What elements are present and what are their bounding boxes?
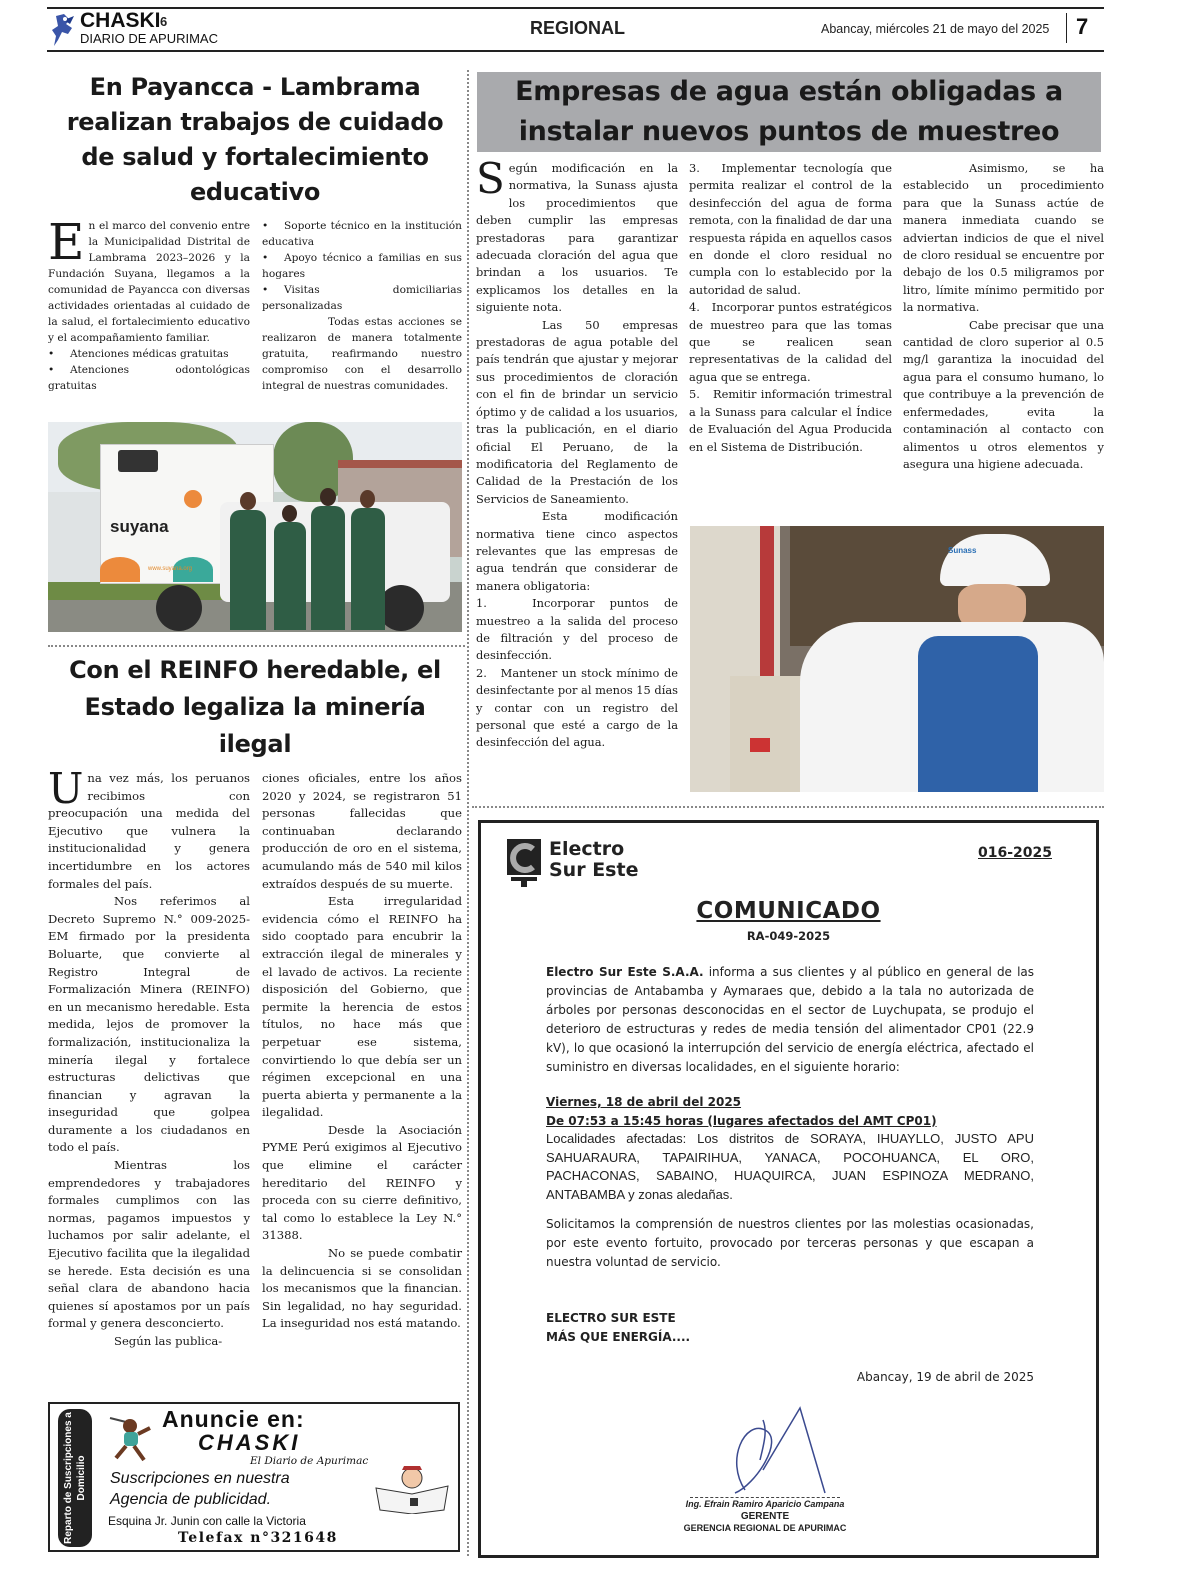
masthead-subtitle: DIARIO DE APURIMAC (80, 31, 218, 46)
signer-name: Ing. Efrain Ramiro Aparicio Campana (685, 1499, 845, 1509)
section-name: REGIONAL (530, 18, 626, 38)
bullet-item: • Soporte técnico en la institución educativa (262, 220, 462, 248)
numbered-item: 3. Implementar tecnología que permita realizar el control de la desinfección del agua de forma remota, con la finalidad de dar una respuesta rápida en aquellos casos en donde el cloro residual no cumpla con lo establecido por la autoridad de salud. (689, 161, 892, 297)
ad-line: Agencia de publicidad. (110, 1491, 272, 1508)
masthead-name: CHASKI (80, 9, 161, 32)
signature-line (690, 1497, 840, 1498)
comunicado-code: 016-2025 (978, 845, 1052, 861)
helmet-brand: Sunass (948, 546, 977, 555)
headline-payancca: En Payancca - Lambrama realizan trabajos de cuidado de salud y fortalecimiento educativo (66, 73, 444, 206)
paragraph: Nos referimos al Decreto Supremo N.° 009-2025-EM firmado por la presidenta Boluarte, que convierte al Registro Integral de Formalización Minera (REINFO) en un mecanismo heredable. Esta medida, lejos de promover la formalización, institucionaliza la minería ilegal y fortalece estructuras delictivas que financian y agravan la inseguridad que golpea duramente a los ciudadanos en todo el país. (48, 894, 250, 1155)
numbered-item: 5. Remitir información trimestral a la Sunass para calcular el Índice de Evaluación del Agua Producida en el Sistema de Distribución. (689, 387, 892, 454)
article-lead: n el marco del convenio entre la Municipalidad Distrital de Lambrama 2023–2026 y la Fundación Suyana, llegamos a la comunidad de Payancca con diversas actividades orientadas al cuidado de la salud, el fortalecimiento educativo y el acompañamiento familiar. (48, 220, 250, 344)
headline-reinfo: Con el REINFO heredable, el Estado legaliza la minería ilegal (69, 656, 441, 758)
headline-empresas (477, 72, 1101, 152)
ad-brand: CHASKI (198, 1430, 301, 1455)
article-empresas-col2 (689, 160, 892, 456)
article-empresas-col1 (476, 154, 678, 752)
signer-role: GERENTE (740, 1511, 790, 1522)
paragraph: ciones oficiales, entre los años 2020 y 2024, se registraron 51 personas fallecidas que continuaban declarando producción de oro en el sistema, acumulando más de 540 mil kilos extraídos después de su muerte. (262, 771, 462, 891)
paragraph: Desde la Asociación PYME Perú exigimos al Ejecutivo que elimine el carácter hereditario del REINFO y proceda con su cierre definitivo, tal como lo establece la Ley N.° 31388. (262, 1122, 462, 1243)
handwritten-signature (705, 1405, 845, 1495)
section-rule (472, 806, 1104, 808)
photo-sunass-worker (690, 526, 1104, 792)
header-separator (1066, 13, 1067, 43)
electro-sur-este-brand (549, 839, 638, 881)
bullet-item: • Apoyo técnico a familias en sus hogares (262, 252, 462, 280)
article-reinfo-col1 (48, 764, 250, 1351)
bullet-item: • Visitas domiciliarias personalizadas (262, 284, 462, 312)
comunicado-reference: RA-049-2025 (746, 929, 831, 943)
page-number: 7 (1076, 14, 1089, 39)
paragraph: Esta modificación normativa tiene cinco aspectos relevantes que las empresas de agua tendrán que considerar de manera obligatoria: (476, 509, 678, 593)
signer-unit: GERENCIA REGIONAL DE APURIMAC (683, 1523, 847, 1533)
brand-line: Sur Este (549, 859, 639, 881)
photo-suyana-team (48, 422, 462, 632)
headline-line: Empresas de agua están obligadas a (515, 76, 1063, 107)
drop-cap: U (48, 764, 84, 813)
electro-sur-este-logo-icon (503, 837, 545, 889)
header-bottom-rule (47, 50, 1104, 52)
signoff-line: MÁS QUE ENERGÍA.... (546, 1330, 691, 1344)
comunicado-place-date: Abancay, 19 de abril de 2025 (856, 1370, 1034, 1384)
article-payancca-col1 (48, 213, 250, 394)
paragraph: Las 50 empresas prestadoras de agua potable del país tendrán que ajustar y mejorar sus procedimientos de cloración con el fin de brindar un servicio óptimo y de calidad a los usuarios, tras la publicación, en el diario oficial El Peruano, de la modificatoria del Reglamento de Calidad de la Prestación de los Servicios de Saneamiento. (476, 317, 678, 506)
comunicado-schedule (546, 1093, 1034, 1205)
paragraph: Cabe precisar que una cantidad de cloro superior al 0.5 mg/l garantiza la inocuidad del agua para el consumo humano, lo que contribuye a la prevención de enfermedades, evita la contaminación al contacto con alimentos u otros elementos y asegura una higiene adecuada. (903, 317, 1104, 471)
ad-tagline: El Diario de Apurimac (250, 1455, 369, 1467)
article-reinfo-col2 (262, 770, 462, 1333)
outage-date: Viernes, 18 de abril del 2025 (546, 1095, 742, 1109)
section-rule (48, 645, 465, 647)
brand-line: Electro (549, 838, 625, 860)
article-payancca-col2 (262, 218, 462, 394)
header-top-rule (47, 7, 1104, 9)
drop-cap: E (48, 213, 85, 271)
truck-url: www.suyana.org (148, 566, 193, 572)
paragraph: Esta irregularidad evidencia cómo el REINFO ha sido cooptado para encubrir la extracción ilegal de minerales y el lavado de activos. La reciente disposición del Gobierno, que permite la herencia de estos títulos, no hace más que perpetuar ese sistema, convirtiendo lo que debía ser un régimen excepcional en una puerta abierta y permanente a la ilegalidad. (262, 894, 462, 1120)
truck-brand: suyana (110, 517, 169, 536)
dateline: Abancay, miércoles 21 de mayo del 2025 (821, 22, 1050, 36)
paragraph: Mientras los emprendedores y trabajadores formales cumplimos con las normas, pagamos impuestos y luchamos por salir adelante, el Ejecutivo facilita que la ilegalidad se herede. Esta decisión es una señal clara de abandono hacia quienes sí apostamos por un país formal y genera desconcierto. (48, 1158, 250, 1331)
ad-line: Suscripciones en nuestra (110, 1470, 290, 1487)
runner-mascot-icon (106, 1412, 158, 1464)
numbered-item: 1. Incorporar puntos de muestreo a la salida del proceso de filtración y del proceso de desinfección. (476, 596, 678, 663)
outage-time: De 07:53 a 15:45 horas (lugares afectados del AMT CP01) (546, 1113, 937, 1128)
numbered-item: 2. Mantener un stock mínimo de desinfectante por al menos 15 días y contar con un registro del personal que esté a cargo de la desinfección del agua. (476, 665, 678, 750)
numbered-item: 4. Incorporar puntos estratégicos de muestreo para que las tomas que se realicen sean representativas de la calidad del agua que se entrega. (689, 300, 892, 384)
column-rule (467, 70, 469, 1556)
ad-phone: Telefax n°321648 (178, 1530, 338, 1546)
intro-text: informa a sus clientes y al público en general de las provincias de Antabamba y Aymaraes que, debido a la tala no autorizada de árboles por personas desconocidas en el sector de Luychupata, se produjo el deterioro de estructuras y redes de media tensión del alimentador CP01 (22.9 kV), lo que ocasionó la interrupción del servicio de energía eléctrica, afectado el suministro en diversas localidades, en el siguiente horario: (546, 965, 1035, 1074)
paragraph-asimismo: Asimismo, se ha establecido un procedimiento para que la Sunass actúe de manera inmediata cuando se adviertan indicios de que el nivel de cloro residual se encuentre por debajo de los 0.5 miligramos por litro, límite mínimo permitido por la normativa. (903, 161, 1104, 315)
paragraph: na vez más, los peruanos recibimos con preocupación una medida del Ejecutivo que vulnera la institucionalidad y genera incertidumbre en los actores formales del país. (48, 771, 250, 891)
affected-localities: Localidades afectadas: Los distritos de SORAYA, IHUAYLLO, JUSTO APU SAHUARAURA, TAPAIRIHUA, YANACA, POCOHUANCA, EL ORO, PACHACONAS, SABAINO, HUAQUIRCA, JUAN ESPINOZA MEDRANO, ANTABAMBA y zonas aledañas. (546, 1131, 1034, 1202)
left-page-number: 6 (160, 14, 168, 29)
ad-address: Esquina Jr. Junin con calle la Victoria (108, 1514, 306, 1528)
paragraph: Según las publica- (114, 1334, 223, 1348)
comunicado-request: Solicitamos la comprensión de nuestros clientes por las molestias ocasionadas, por este evento fortuito, provocado por terceras personas y que escapan a nuestra voluntad de servicio. (546, 1217, 1034, 1269)
chaski-messenger-logo-icon (50, 12, 78, 48)
company-name: Electro Sur Este S.A.A. (546, 965, 704, 979)
paragraph: No se puede combatir la delincuencia si se consolidan los mecanismos que la financian. Sin legalidad, no hay seguridad. La inseguridad nos está matando. (262, 1246, 462, 1331)
drop-cap: S (476, 154, 505, 203)
comunicado-signoff (546, 1309, 1034, 1347)
comunicado-title: COMUNICADO (696, 898, 881, 924)
bullet-item: • Atenciones odontológicas gratuitas (48, 364, 250, 392)
article-empresas-col3 (903, 160, 1104, 473)
ad-headline: Anuncie en: (162, 1406, 305, 1432)
newspaper-reader-icon (372, 1466, 452, 1514)
bullet-item: • Atenciones médicas gratuitas (48, 348, 229, 360)
signoff-line: ELECTRO SUR ESTE (546, 1311, 676, 1325)
ad-side-label: Reparto de Suscripciones a Domicilio (63, 1412, 87, 1544)
article-closing: Todas estas acciones se realizaron de manera totalmente gratuita, reafirmando nuestro compromiso con el desarrollo integral de nuestras comunidades. (262, 316, 462, 392)
headline-line: instalar nuevos puntos de muestreo (518, 116, 1060, 147)
comunicado-intro (546, 963, 1034, 1077)
paragraph: egún modificación en la normativa, la Sunass ajusta los procedimientos que deben cumplir las empresas prestadoras para garantizar adecuada cloración del agua que brindan a los usuarios. Te explicamos los detalles en la siguiente nota. (476, 161, 678, 315)
